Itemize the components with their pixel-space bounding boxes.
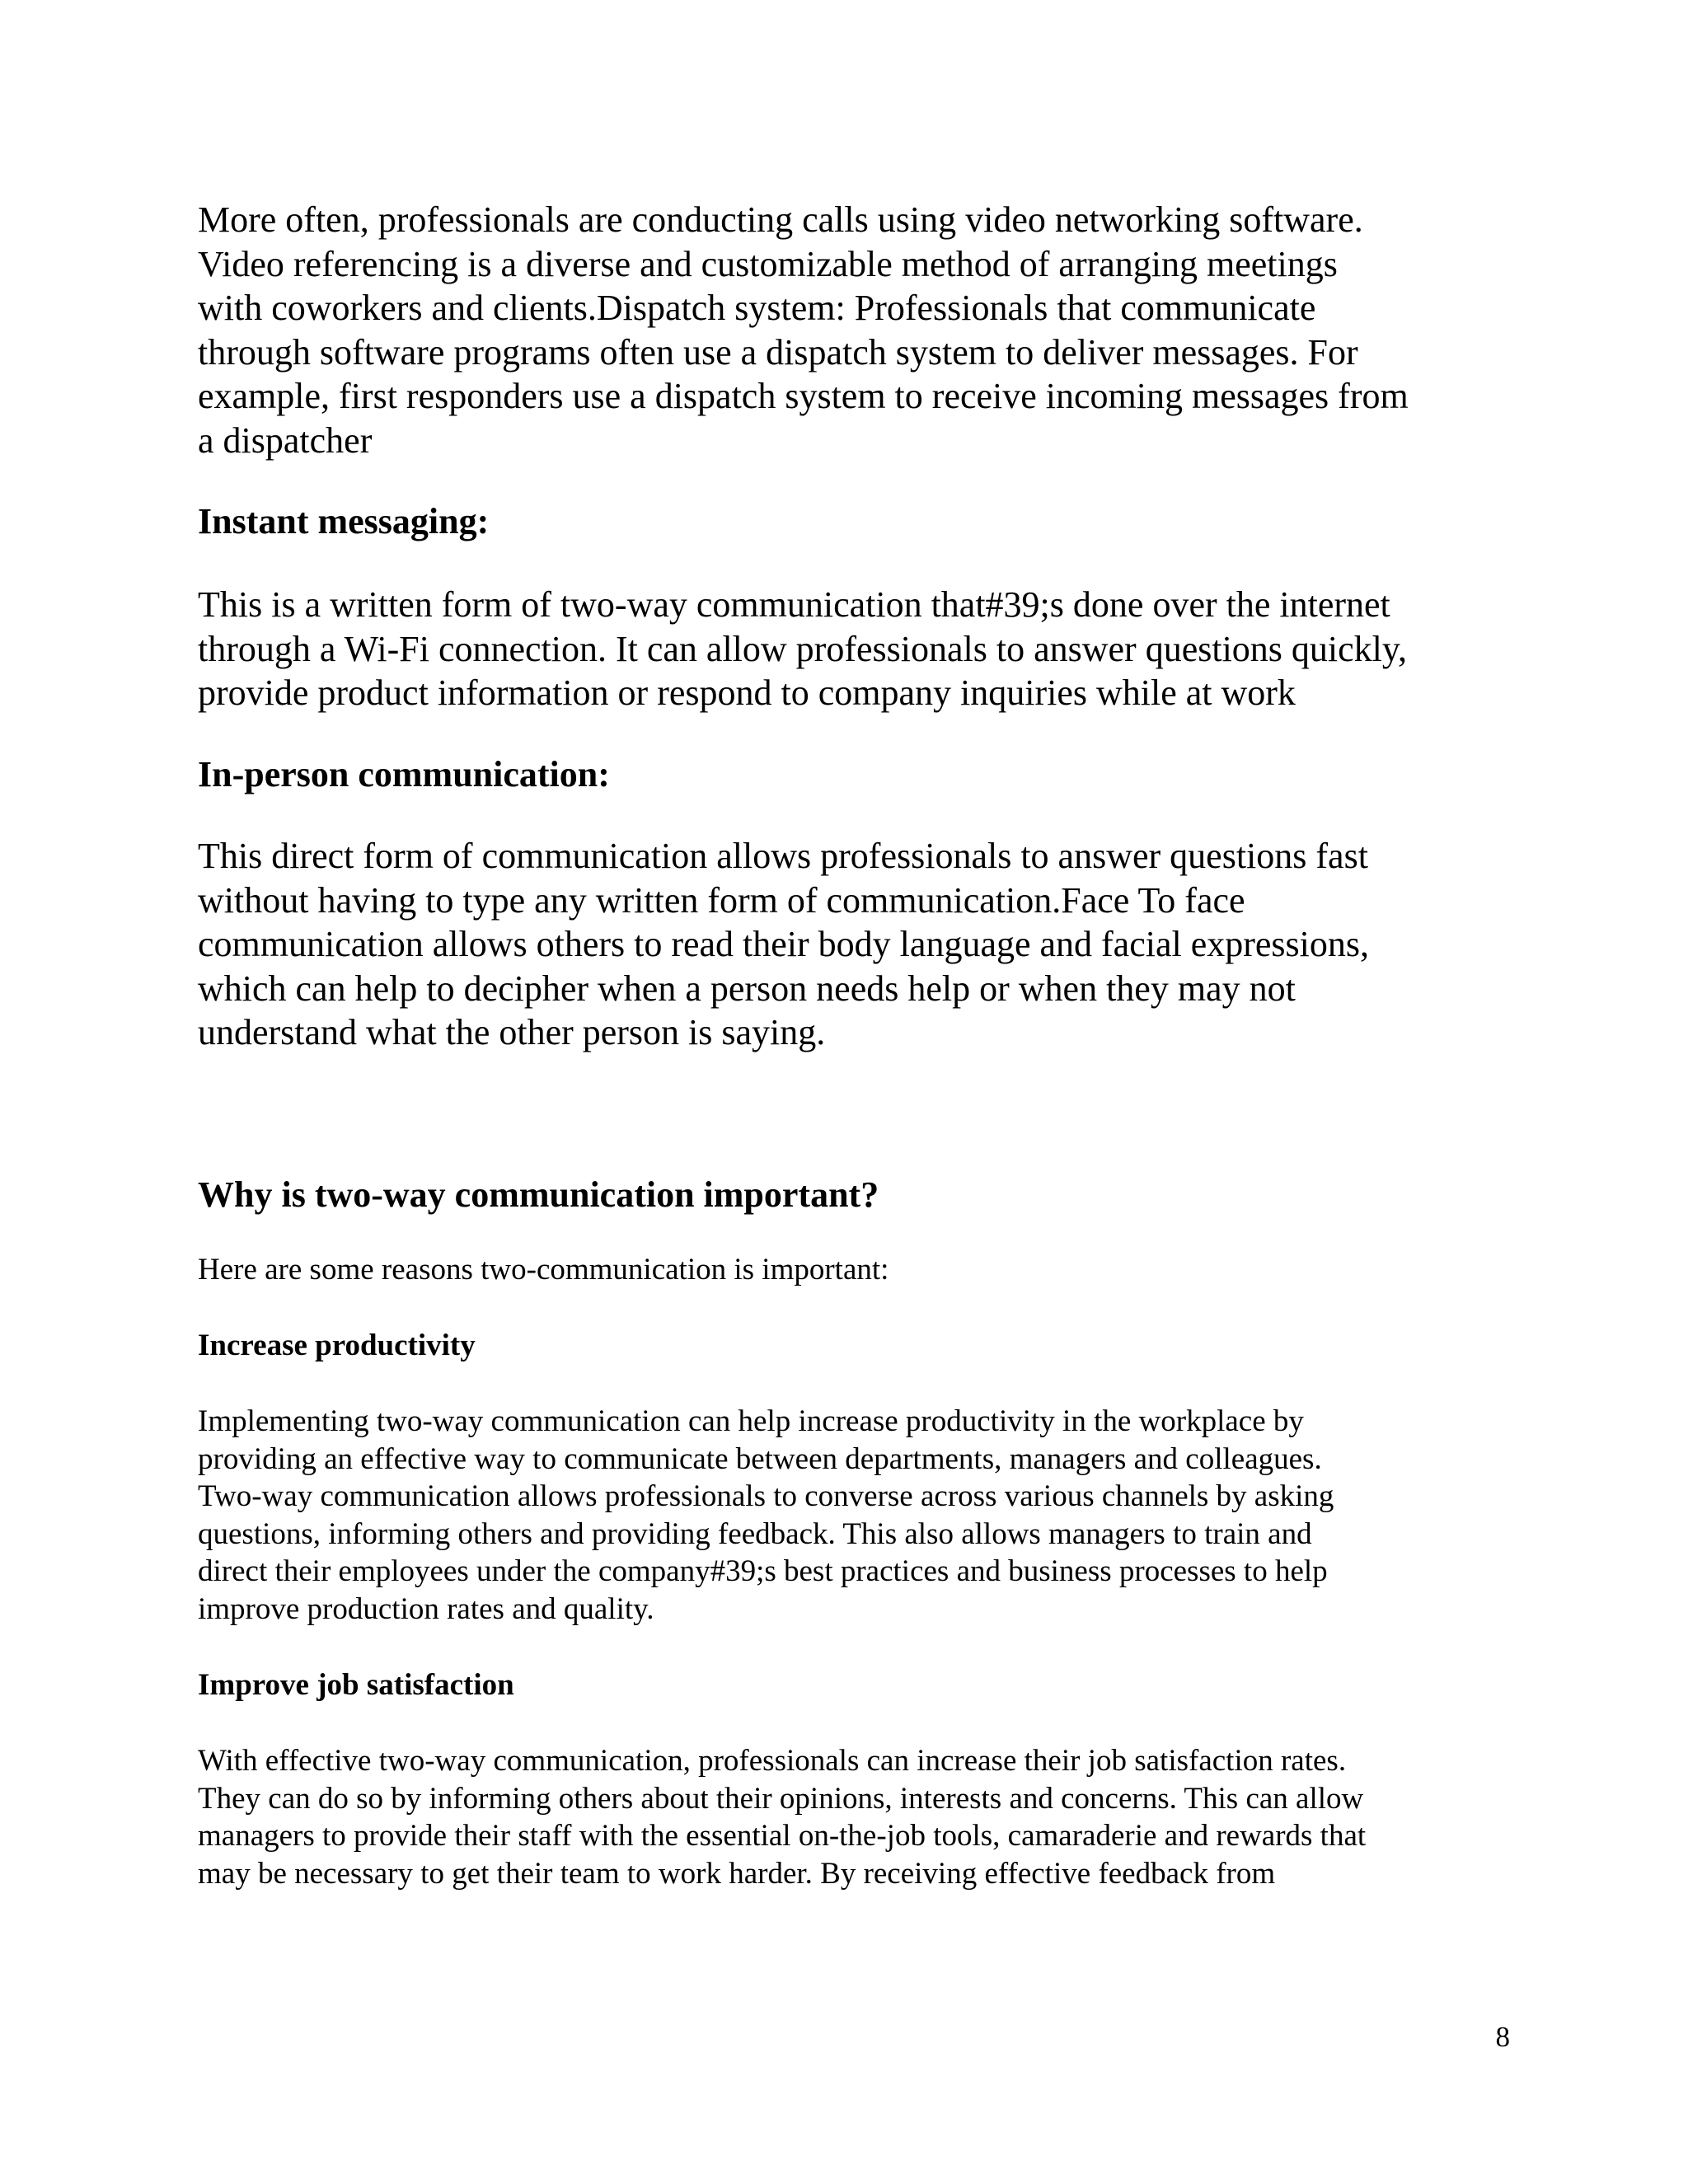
text-line: a dispatcher <box>198 419 373 461</box>
text-line: example, first responders use a dispatch system to receive incoming messages from <box>198 376 1409 416</box>
text-line: provide product information or respond to company inquiries while at work <box>198 673 1296 713</box>
paragraph-increase-productivity <box>198 1403 1517 1628</box>
text-line: Implementing two-way communication can help increase productivity in the workplace by <box>198 1404 1304 1438</box>
text-line: More often, professionals are conducting calls using video networking software. <box>198 199 1363 240</box>
intro-reasons: Here are some reasons two-communication is important: <box>198 1253 889 1286</box>
paragraph-video-conferencing <box>198 198 1517 462</box>
heading-increase-productivity: Increase productivity <box>198 1329 476 1362</box>
text-line: without having to type any written form of communication.Face To face <box>198 879 1245 921</box>
heading-instant-messaging: Instant messaging: <box>198 501 490 541</box>
heading-why-important: Why is two-way communication important? <box>198 1174 879 1215</box>
text-line: They can do so by informing others about their opinions, interests and concerns. This can allow <box>198 1781 1364 1816</box>
text-line: With effective two-way communication, professionals can increase their job satisfaction rates. <box>198 1744 1347 1778</box>
text-line: This is a written form of two-way communication that#39;s done over the internet <box>198 584 1390 625</box>
text-line: direct their employees under the company#39;s best practices and business processes to help <box>198 1554 1328 1588</box>
page-number: 8 <box>1495 2021 1510 2053</box>
paragraph-instant-messaging <box>198 583 1517 715</box>
text-line: providing an effective way to communicate between departments, managers and colleagues. <box>198 1441 1322 1476</box>
paragraph-improve-job-satisfaction <box>198 1742 1517 1892</box>
heading-improve-job-satisfaction: Improve job satisfaction <box>198 1668 514 1702</box>
text-line: This direct form of communication allows professionals to answer questions fast <box>198 836 1368 876</box>
text-line: Video referencing is a diverse and customizable method of arranging meetings <box>198 243 1338 284</box>
text-line: Two-way communication allows professionals to converse across various channels by asking <box>198 1479 1334 1513</box>
text-line: questions, informing others and providing feedback. This also allows managers to train and <box>198 1516 1312 1551</box>
text-line: with coworkers and clients.Dispatch system: Professionals that communicate <box>198 288 1316 328</box>
text-line: through a Wi-Fi connection. It can allow professionals to answer questions quickly, <box>198 628 1408 669</box>
text-line: understand what the other person is saying. <box>198 1012 826 1052</box>
text-line: which can help to decipher when a person needs help or when they may not <box>198 968 1296 1009</box>
text-line: improve production rates and quality. <box>198 1591 654 1626</box>
heading-in-person-communication: In-person communication: <box>198 754 610 794</box>
text-line: may be necessary to get their team to work harder. By receiving effective feedback from <box>198 1856 1276 1891</box>
text-line: through software programs often use a dispatch system to deliver messages. For <box>198 331 1358 373</box>
text-line: communication allows others to read their body language and facial expressions, <box>198 924 1370 964</box>
paragraph-in-person-communication <box>198 834 1517 1055</box>
text-line: managers to provide their staff with the essential on-the-job tools, camaraderie and rewards that <box>198 1819 1367 1853</box>
